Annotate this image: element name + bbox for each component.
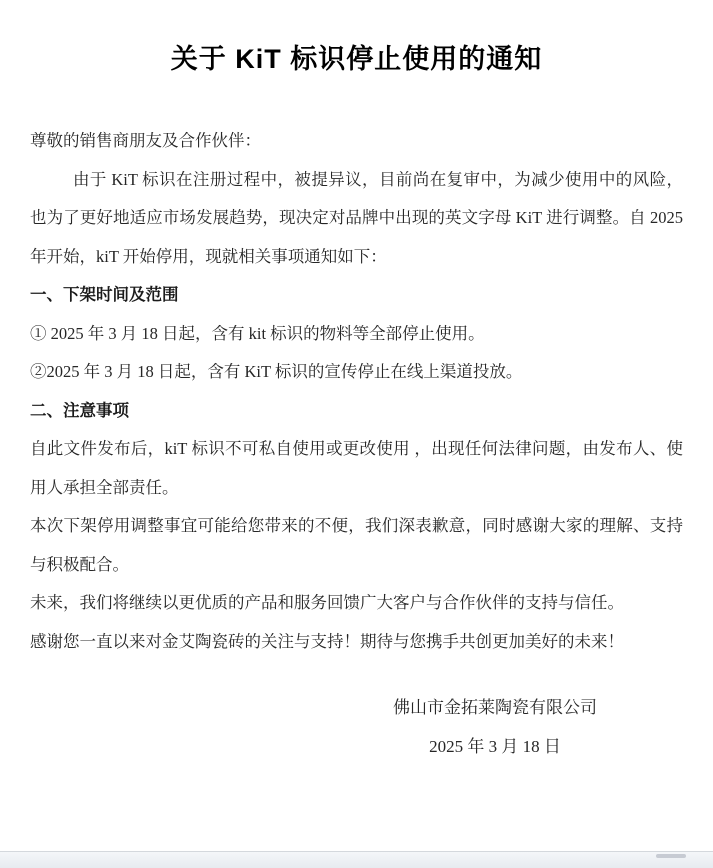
intro-paragraph: 由于 KiT 标识在注册过程中，被提异议，目前尚在复审中，为减少使用中的风险，也为了更好地适应市场发展趋势，现决定对品牌中出现的英文字母 KiT 进行调整。自 2025 年开始，kiT 开始停用，现就相关事项通知如下： bbox=[30, 169, 683, 266]
section2-paragraph-2: 本次下架停用调整事宜可能给您带来的不便，我们深表歉意，同时感谢大家的理解、支持与积极配合。 bbox=[30, 516, 683, 574]
signature-date: 2025 年 3 月 18 日 bbox=[429, 736, 561, 756]
section2-paragraph-3: 未来，我们将继续以更优质的产品和服务回馈广大客户与合作伙伴的支持与信任。 bbox=[30, 593, 624, 612]
section1-item-1: ① 2025 年 3 月 18 日起，含有 kit 标识的物料等全部停止使用。 bbox=[30, 323, 485, 343]
section2-heading: 二、注意事项 bbox=[30, 401, 129, 420]
greeting-line: 尊敬的销售商朋友及合作伙伴： bbox=[30, 131, 261, 150]
section1-heading: 一、下架时间及范围 bbox=[30, 286, 179, 304]
document-title: 关于 KiT 标识停止使用的通知 bbox=[170, 44, 543, 74]
section1-item-2: ②2025 年 3 月 18 日起，含有 KiT 标识的宣传停止在线上渠道投放。 bbox=[30, 362, 523, 381]
document-body bbox=[0, 42, 713, 766]
scrollbar-thumb[interactable] bbox=[656, 854, 686, 858]
window-bottom-edge bbox=[0, 851, 713, 868]
company-name: 佛山市金拓莱陶瓷有限公司 bbox=[393, 698, 597, 717]
signature-block bbox=[345, 689, 645, 766]
section2-paragraph-1: 自此文件发布后，kiT 标识不可私自使用或更改使用 ，出现任何法律问题，由发布人、使用人承担全部责任。 bbox=[30, 439, 683, 497]
section2-paragraph-4: 感谢您一直以来对金艾陶瓷砖的关注与支持！期待与您携手共创更加美好的未来！ bbox=[30, 631, 624, 651]
